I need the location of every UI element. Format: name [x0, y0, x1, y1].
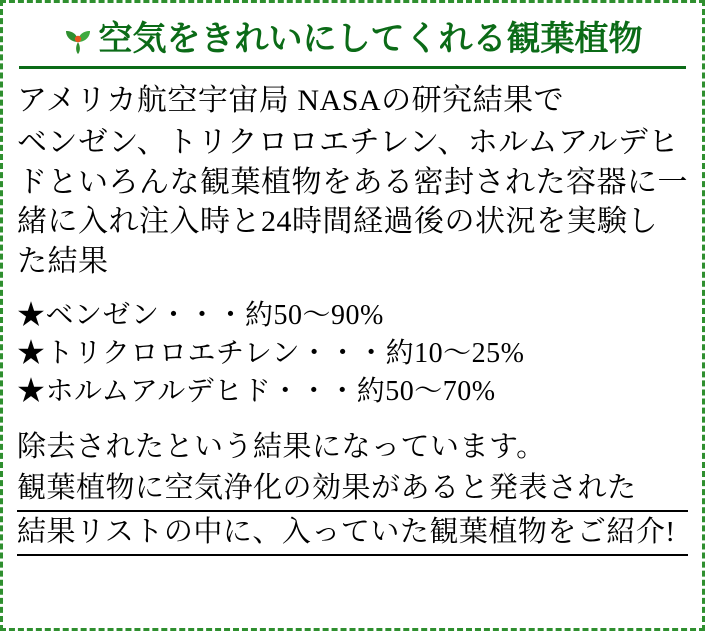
leaf-icon [63, 25, 93, 55]
closing-line-1: 除去されたという結果になっています。 [17, 430, 546, 463]
list-item: ★トリクロロエチレン・・・約10〜25% [17, 338, 525, 370]
closing-line-3: 結果リストの中に、入っていた観葉植物をご紹介! [17, 512, 688, 556]
list-item: ★ベンゼン・・・約50〜90% [17, 300, 384, 332]
closing-line-2: 観葉植物に空気浄化の効果があると発表された [17, 468, 688, 512]
title-row [17, 13, 688, 64]
bullet-list [17, 297, 688, 410]
title-divider [19, 66, 686, 69]
list-item: ★ホルムアルデヒド・・・約50〜70% [17, 375, 496, 407]
paragraph-2: ベンゼン、トリクロロエチレン、ホルムアルデヒドといろんな観葉植物をある密封された容器に一緒に入れ注入時と24時間経過後の状況を実験した結果 [17, 125, 688, 278]
closing-block [17, 427, 688, 557]
page-title: 空気をきれいにしてくれる観葉植物 [98, 21, 643, 58]
body-content [17, 81, 688, 556]
paragraph-1: アメリカ航空宇宙局 NASAの研究結果で [17, 84, 565, 118]
